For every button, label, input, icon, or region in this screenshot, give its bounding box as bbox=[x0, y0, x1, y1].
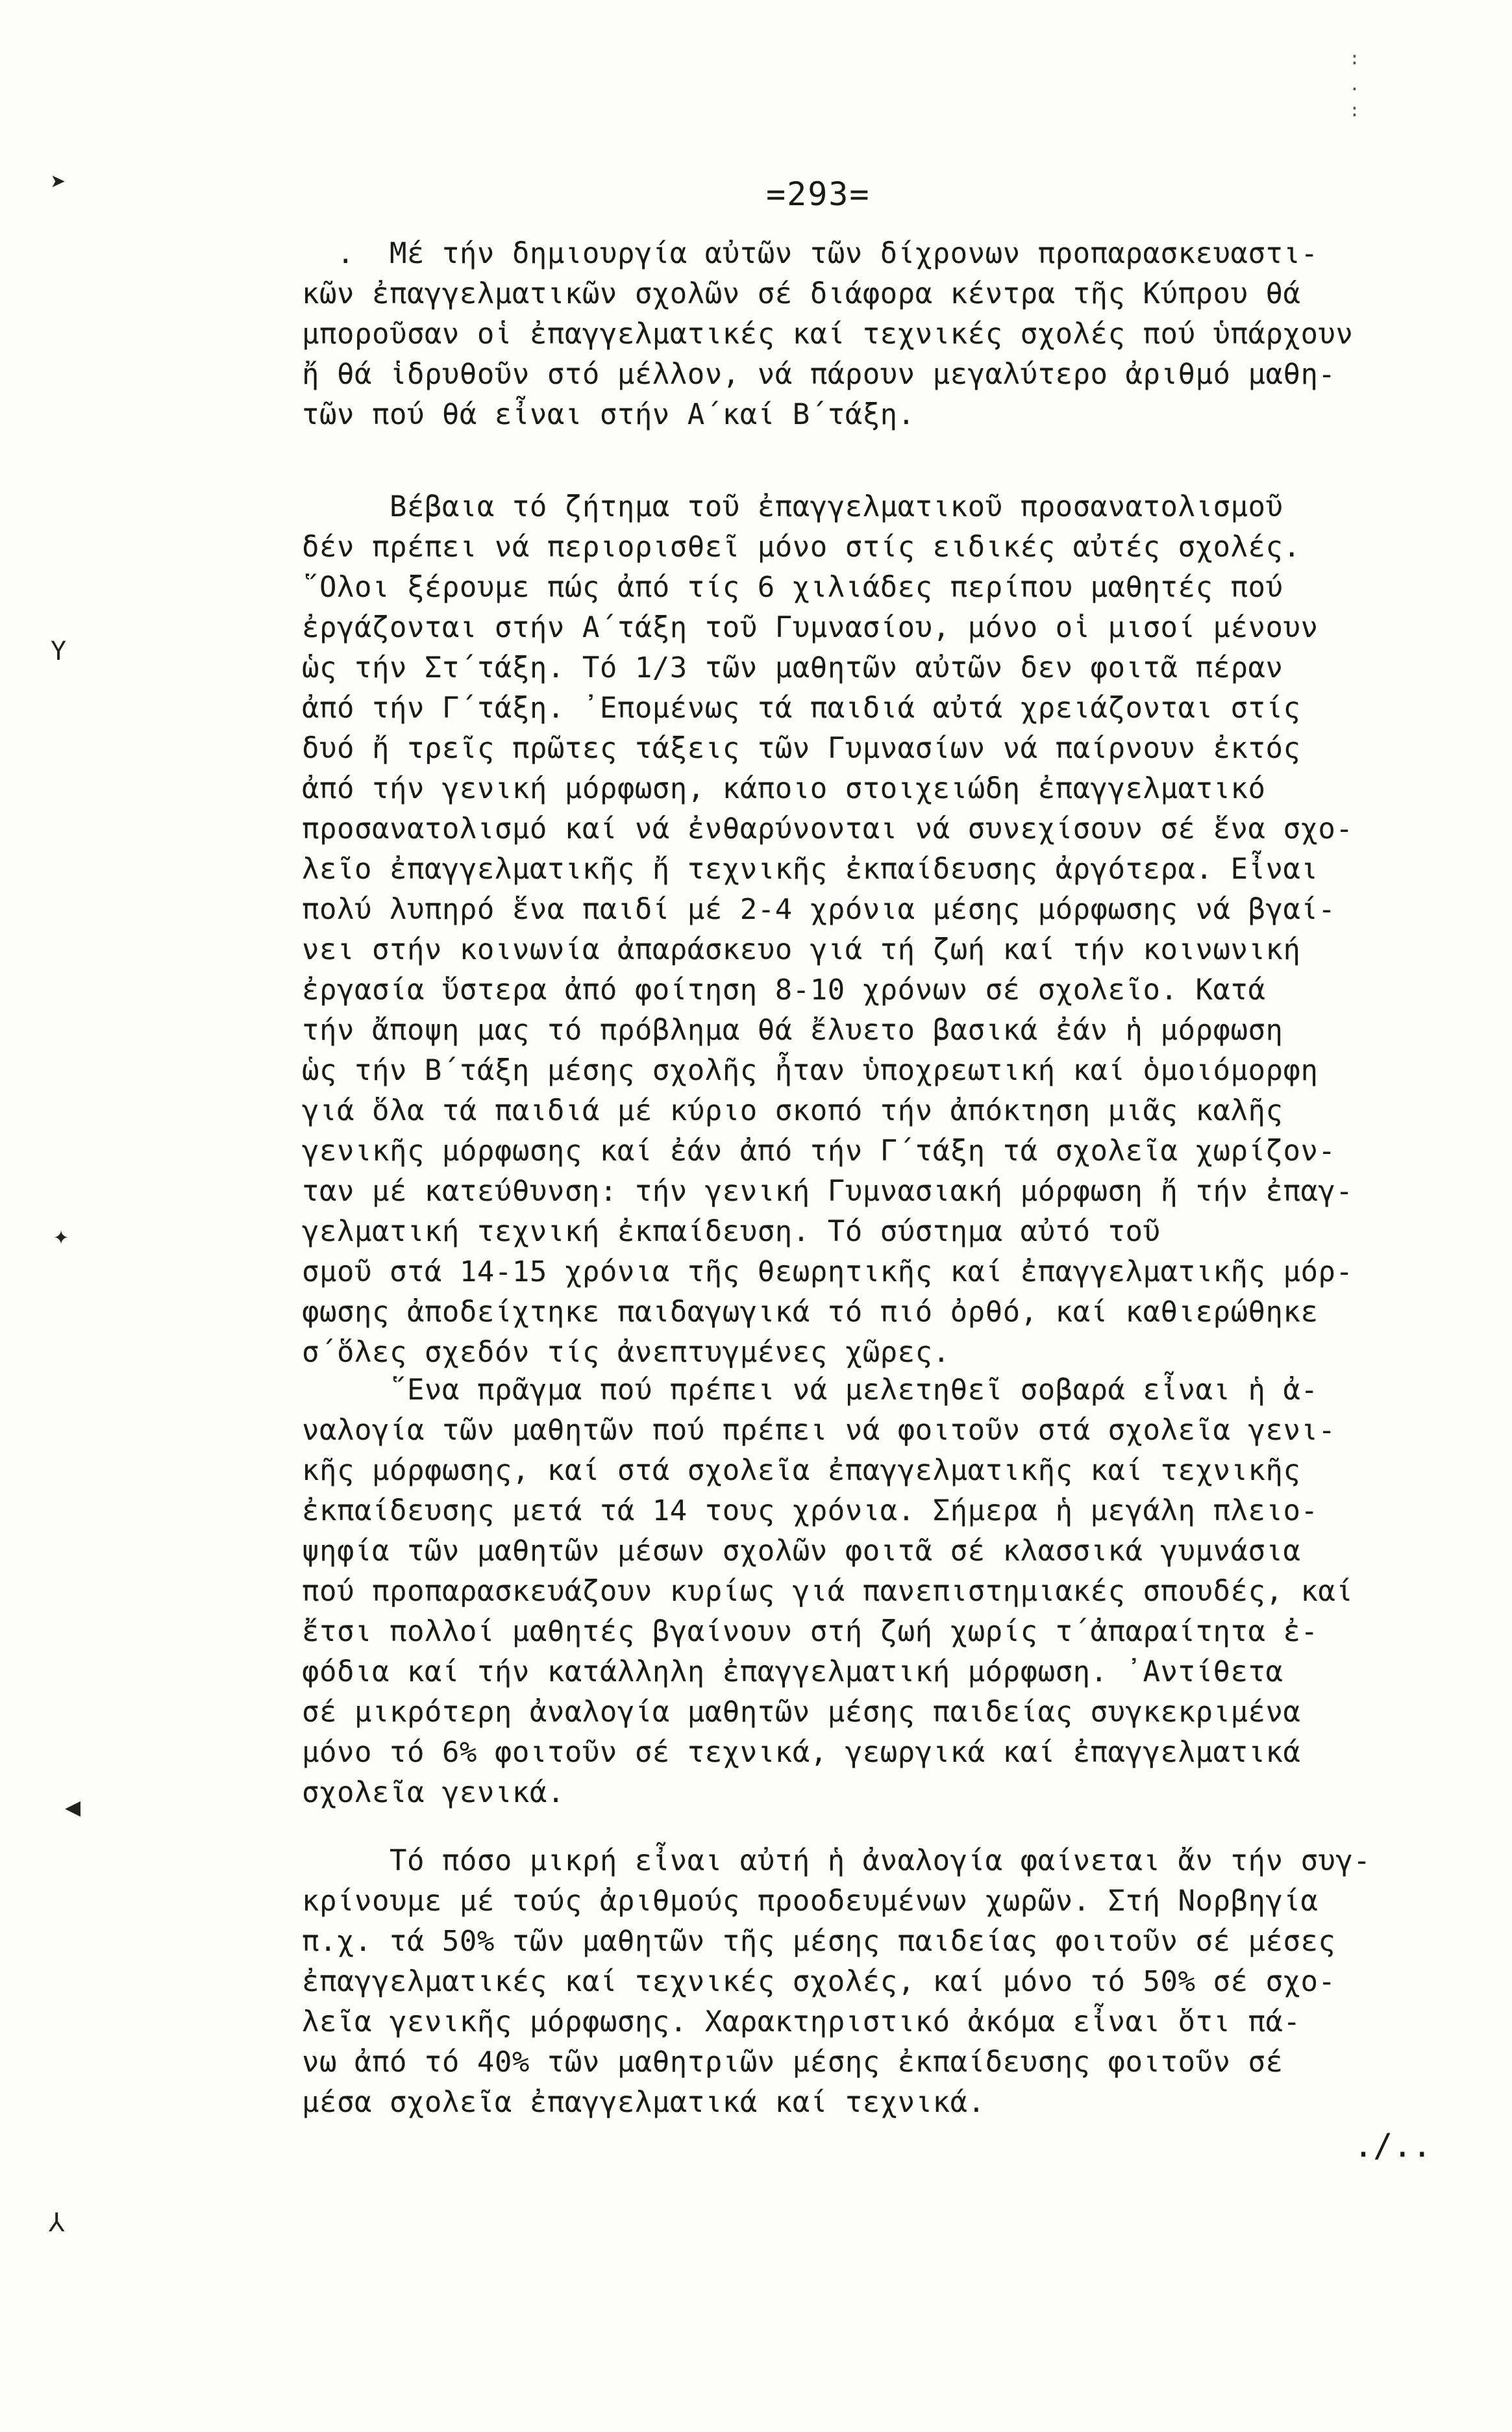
text-line: ὡς τήν Β΄τάξη μέσης σχολῆς ἦταν ὑποχρεωτική καί ὁμοιόμορφη bbox=[302, 1054, 1319, 1087]
text-line: κῆς μόρφωσης, καί στά σχολεῖα ἐπαγγελματικῆς καί τεχνικῆς bbox=[302, 1454, 1301, 1487]
text-line: νω ἀπό τό 40% τῶν μαθητριῶν μέσης ἐκπαίδευσης φοιτοῦν σέ bbox=[302, 2046, 1283, 2079]
text-line: γιά ὅλα τά παιδιά μέ κύριο σκοπό τήν ἀπόκτηση μιᾶς καλῆς bbox=[302, 1094, 1283, 1127]
text-line: ῞Ενα πρᾶγμα πού πρέπει νά μελετηθεῖ σοβαρά εἶναι ἡ ἀ- bbox=[302, 1373, 1319, 1407]
text-line: σ΄ὅλες σχεδόν τίς ἀνεπτυγμένες χῶρες. bbox=[302, 1336, 950, 1369]
text-line: τήν ἄποψη μας τό πρόβλημα θά ἔλυετο βασικά ἐάν ἡ μόρφωση bbox=[302, 1014, 1283, 1047]
text-line: γενικῆς μόρφωσης καί ἐάν ἀπό τήν Γ΄τάξη τά σχολεῖα χωρίζον- bbox=[302, 1135, 1336, 1168]
text-line: Βέβαια τό ζήτημα τοῦ ἐπαγγελματικοῦ προσανατολισμοῦ bbox=[302, 490, 1283, 523]
text-line: νει στήν κοινωνία ἀπαράσκευο γιά τή ζωή καί τήν κοινωνική bbox=[302, 933, 1301, 966]
paragraph bbox=[302, 234, 1483, 435]
text-line: μποροῦσαν οἱ ἐπαγγελματικές καί τεχνικές σχολές πού ὑπάρχουν bbox=[302, 318, 1354, 351]
margin-mark: ➤ bbox=[51, 168, 67, 197]
text-line: κῶν ἐπαγγελματικῶν σχολῶν σέ διάφορα κέντρα τῆς Κύπρου θά bbox=[302, 277, 1301, 310]
text-line: σέ μικρότερη ἀναλογία μαθητῶν μέσης παιδείας συγκεκριμένα bbox=[302, 1696, 1301, 1729]
text-line: κρίνουμε μέ τούς ἀριθμούς προοδευμένων χωρῶν. Στή Νορβηγία bbox=[302, 1885, 1319, 1918]
margin-mark: Y bbox=[51, 636, 67, 666]
text-line: ἀπό τήν γενική μόρφωση, κάποιο στοιχειώδη ἐπαγγελματικό bbox=[302, 772, 1266, 805]
paragraph bbox=[302, 487, 1483, 1373]
text-line: ψηφία τῶν μαθητῶν μέσων σχολῶν φοιτᾶ σέ κλασσικά γυμνάσια bbox=[302, 1535, 1301, 1568]
text-line: ναλογία τῶν μαθητῶν πού πρέπει νά φοιτοῦν στά σχολεῖα γενι- bbox=[302, 1414, 1336, 1447]
text-line: μόνο τό 6% φοιτοῦν σέ τεχνικά, γεωργικά καί ἐπαγγελματικά bbox=[302, 1736, 1301, 1769]
text-line: ἐργάζονται στήν Α΄τάξη τοῦ Γυμνασίου, μόνο οἱ μισοί μένουν bbox=[302, 611, 1319, 644]
text-line: σμοῦ στά 14-15 χρόνια τῆς θεωρητικῆς καί ἐπαγγελματικῆς μόρ- bbox=[302, 1255, 1354, 1288]
margin-mark: ✦ bbox=[53, 1221, 69, 1251]
text-line: πού προπαρασκευάζουν κυρίως γιά πανεπιστημιακές σπουδές, καί bbox=[302, 1575, 1354, 1608]
text-line: φόδια καί τήν κατάλληλη ἐπαγγελματική μόρφωση. ᾽Αντίθετα bbox=[302, 1655, 1283, 1688]
text-line: ἀπό τήν Γ΄τάξη. ᾽Επομένως τά παιδιά αὐτά χρειάζονται στίς bbox=[302, 692, 1301, 725]
text-line: προσανατολισμό καί νά ἐνθαρύνονται νά συνεχίσουν σέ ἕνα σχο- bbox=[302, 812, 1354, 846]
text-line: π.χ. τά 50% τῶν μαθητῶν τῆς μέσης παιδείας φοιτοῦν σέ μέσες bbox=[302, 1925, 1336, 1958]
paragraph bbox=[302, 1841, 1483, 2123]
margin-mark: ⅄ bbox=[49, 2208, 65, 2238]
paragraph bbox=[302, 1370, 1483, 1813]
text-line: ὡς τήν Στ΄τάξη. Τό 1/3 τῶν μαθητῶν αὐτῶν δεν φοιτᾶ πέραν bbox=[302, 651, 1283, 684]
text-line: γελματική τεχνική ἐκπαίδευση. Τό σύστημα αὐτό τοῦ bbox=[302, 1215, 1161, 1248]
text-line: ἐργασία ὕστερα ἀπό φοίτηση 8-10 χρόνων σέ σχολεῖο. Κατά bbox=[302, 973, 1266, 1007]
text-line: σχολεῖα γενικά. bbox=[302, 1776, 565, 1809]
margin-mark: ◀ bbox=[65, 1792, 81, 1822]
text-line: λεῖα γενικῆς μόρφωσης. Χαρακτηριστικό ἀκόμα εἶναι ὅτι πά- bbox=[302, 2005, 1301, 2038]
text-line: τῶν πού θά εἶναι στήν Α΄καί Β΄τάξη. bbox=[302, 398, 915, 431]
text-line: δέν πρέπει νά περιορισθεῖ μόνο στίς ειδικές αὐτές σχολές. bbox=[302, 531, 1301, 564]
continuation-mark: ./.. bbox=[1354, 2127, 1432, 2164]
text-line: δυό ἤ τρεῖς πρῶτες τάξεις τῶν Γυμνασίων νά παίρνουν ἐκτός bbox=[302, 732, 1301, 765]
text-line: φωσης ἀποδείχτηκε παιδαγωγικά τό πιό ὀρθό, καί καθιερώθηκε bbox=[302, 1296, 1319, 1329]
text-line: ῞Ολοι ξέρουμε πώς ἀπό τίς 6 χιλιάδες περίπου μαθητές πού bbox=[302, 571, 1283, 604]
page-number: =293= bbox=[766, 175, 871, 213]
text-line: πολύ λυπηρό ἕνα παιδί μέ 2-4 χρόνια μέσης μόρφωσης νά βγαί- bbox=[302, 893, 1336, 926]
text-line: μέσα σχολεῖα ἐπαγγελματικά καί τεχνικά. bbox=[302, 2086, 985, 2119]
text-line: ἔτσι πολλοί μαθητές βγαίνουν στή ζωή χωρίς τ΄ἀπαραίτητα ἐ- bbox=[302, 1615, 1319, 1648]
text-line: ἐπαγγελματικές καί τεχνικές σχολές, καί μόνο τό 50% σέ σχο- bbox=[302, 1965, 1336, 1998]
text-line: ταν μέ κατεύθυνση: τήν γενική Γυμνασιακή μόρφωση ἤ τήν ἐπαγ- bbox=[302, 1175, 1354, 1208]
text-line: λεῖο ἐπαγγελματικῆς ἤ τεχνικῆς ἐκπαίδευσης ἀργότερα. Εἶναι bbox=[302, 853, 1319, 886]
text-line: Τό πόσο μικρή εἶναι αὐτή ἡ ἀναλογία φαίνεται ἄν τήν συγ- bbox=[302, 1844, 1371, 1877]
text-line: . Μέ τήν δημιουργία αὐτῶν τῶν δίχρονων προπαρασκευαστι- bbox=[302, 237, 1319, 270]
text-line: ἐκπαίδευσης μετά τά 14 τους χρόνια. Σήμερα ἡ μεγάλη πλειο- bbox=[302, 1494, 1319, 1527]
edge-dots: : . : bbox=[1349, 47, 1360, 121]
text-line: ἤ θά ἱδρυθοῦν στό μέλλον, νά πάρουν μεγαλύτερο ἀριθμό μαθη- bbox=[302, 358, 1336, 391]
